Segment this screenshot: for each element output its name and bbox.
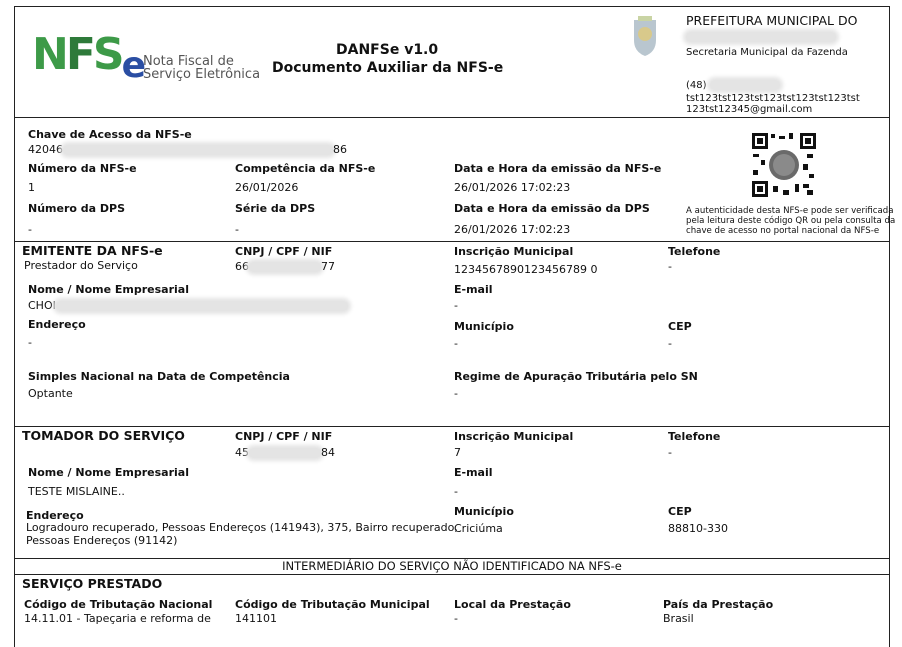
- prefeitura-phone: (48): [686, 79, 780, 92]
- emitente-inscricao-label: Inscrição Municipal: [454, 245, 574, 258]
- emitente-section-title: EMITENTE DA NFS-e: [22, 243, 163, 258]
- serie-dps-value: -: [235, 223, 239, 236]
- emitente-simples-value: Optante: [28, 387, 73, 400]
- tomador-telefone-value: -: [668, 446, 672, 459]
- servico-pais-label: País da Prestação: [663, 598, 774, 611]
- emitente-telefone-label: Telefone: [668, 245, 721, 258]
- tomador-endereco-line2: Pessoas Endereços (91142): [26, 534, 178, 547]
- emitente-simples-label: Simples Nacional na Data de Competência: [28, 370, 290, 383]
- serie-dps-label: Série da DPS: [235, 202, 316, 215]
- qr-code: [751, 132, 817, 198]
- emitente-cep-label: CEP: [668, 320, 692, 333]
- divider-emitente: [14, 241, 889, 242]
- numero-dps-value: -: [28, 223, 32, 236]
- servico-trib-nacional-value: 14.11.01 - Tapeçaria e reforma de: [24, 612, 211, 625]
- emissao-dps-label: Data e Hora da emissão da DPS: [454, 202, 650, 215]
- servico-trib-municipal-label: Código de Tributação Municipal: [235, 598, 430, 611]
- competencia-label: Competência da NFS-e: [235, 162, 376, 175]
- prefeitura-name: PREFEITURA MUNICIPAL DO: [686, 13, 858, 28]
- chave-label: Chave de Acesso da NFS-e: [28, 128, 192, 141]
- nfse-logo-mark: NFSe: [32, 29, 147, 86]
- numero-value: 1: [28, 181, 35, 194]
- emitente-inscricao-value: 1234567890123456789 0: [454, 263, 598, 276]
- emitente-nome-value: CHOI: [28, 299, 348, 312]
- qr-note-line2: pela leitura deste código QR ou pela consulta da: [686, 216, 896, 226]
- prefeitura-email-line1: tst123tst123tst123tst123tst123tst: [686, 93, 860, 104]
- prefeitura-email-line2: 123tst12345@gmail.com: [686, 104, 813, 115]
- tomador-telefone-label: Telefone: [668, 430, 721, 443]
- tomador-inscricao-label: Inscrição Municipal: [454, 430, 574, 443]
- tomador-nome-value: TESTE MISLAINE..: [28, 485, 125, 498]
- numero-label: Número da NFS-e: [28, 162, 137, 175]
- servico-trib-municipal-value: 141101: [235, 612, 277, 625]
- divider-servico: [14, 574, 889, 575]
- tomador-nome-label: Nome / Nome Empresarial: [28, 466, 189, 479]
- doc-title: DANFSe v1.0: [336, 42, 439, 58]
- qr-note-line1: A autenticidade desta NFS-e pode ser verificada: [686, 206, 894, 216]
- tomador-municipio-value: Criciúma: [454, 522, 503, 535]
- tomador-email-label: E-mail: [454, 466, 493, 479]
- emitente-endereco-value: -: [28, 336, 32, 349]
- divider-header: [14, 117, 889, 118]
- servico-local-label: Local da Prestação: [454, 598, 571, 611]
- logo-text-line2: Serviço Eletrônica: [143, 67, 261, 82]
- servico-pais-value: Brasil: [663, 612, 694, 625]
- tomador-cep-label: CEP: [668, 505, 692, 518]
- tomador-endereco-line1: Logradouro recuperado, Pessoas Endereços (141943), 375, Bairro recuperado,: [26, 521, 458, 534]
- emitente-municipio-label: Município: [454, 320, 514, 333]
- emissao-value: 26/01/2026 17:02:23: [454, 181, 571, 194]
- emitente-cnpj-value: 66 77: [235, 260, 335, 273]
- emitente-email-label: E-mail: [454, 283, 493, 296]
- emitente-endereco-label: Endereço: [28, 318, 86, 331]
- divider-tomador: [14, 426, 889, 427]
- intermediario-notice: INTERMEDIÁRIO DO SERVIÇO NÃO IDENTIFICADO NA NFS-e: [282, 559, 622, 573]
- emitente-nome-label: Nome / Nome Empresarial: [28, 283, 189, 296]
- qr-note-line3: chave de acesso no portal nacional da NFS-e: [686, 226, 880, 236]
- logo-text-line1: Nota Fiscal de: [143, 54, 234, 69]
- prefeitura-name-redacted: [686, 30, 836, 43]
- emitente-email-value: -: [454, 299, 458, 312]
- numero-dps-label: Número da DPS: [28, 202, 126, 215]
- emitente-regime-value: -: [454, 387, 458, 400]
- tomador-municipio-label: Município: [454, 505, 514, 518]
- doc-subtitle: Documento Auxiliar da NFS-e: [272, 60, 504, 76]
- tomador-inscricao-value: 7: [454, 446, 461, 459]
- emitente-municipio-value: -: [454, 337, 458, 350]
- tomador-email-value: -: [454, 485, 458, 498]
- emitente-cnpj-label: CNPJ / CPF / NIF: [235, 245, 333, 258]
- competencia-value: 26/01/2026: [235, 181, 299, 194]
- emitente-cep-value: -: [668, 337, 672, 350]
- emitente-regime-label: Regime de Apuração Tributária pelo SN: [454, 370, 698, 383]
- tomador-endereco-label: Endereço: [26, 509, 84, 522]
- tomador-section-title: TOMADOR DO SERVIÇO: [22, 428, 185, 443]
- servico-section-title: SERVIÇO PRESTADO: [22, 576, 163, 591]
- municipal-crest-icon: [630, 14, 660, 58]
- tomador-cnpj-value: 45 84: [235, 446, 335, 459]
- tomador-cnpj-label: CNPJ / CPF / NIF: [235, 430, 333, 443]
- emissao-dps-value: 26/01/2026 17:02:23: [454, 223, 571, 236]
- secretaria-name: Secretaria Municipal da Fazenda: [686, 47, 848, 58]
- emitente-subtitle: Prestador do Serviço: [24, 259, 138, 272]
- servico-trib-nacional-label: Código de Tributação Nacional: [24, 598, 213, 611]
- tomador-cep-value: 88810-330: [668, 522, 728, 535]
- emitente-telefone-value: -: [668, 260, 672, 273]
- servico-local-value: -: [454, 612, 458, 625]
- chave-value: 42046 86: [28, 143, 347, 156]
- emissao-label: Data e Hora da emissão da NFS-e: [454, 162, 662, 175]
